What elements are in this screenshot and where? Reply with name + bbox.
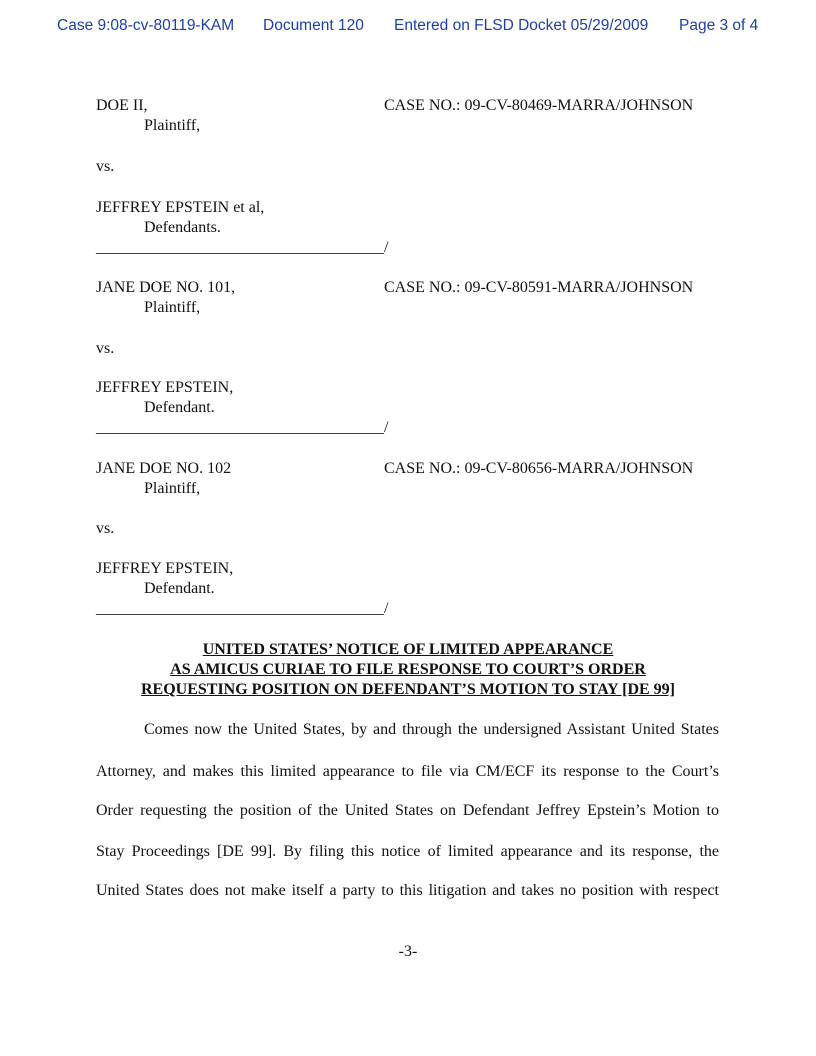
- versus: vs.: [96, 340, 115, 357]
- header-document-number: Document 120: [263, 17, 364, 34]
- defendant-name: JEFFREY EPSTEIN,: [96, 379, 234, 396]
- title-line: REQUESTING POSITION ON DEFENDANT’S MOTION TO STAY [DE 99]: [140, 681, 676, 698]
- body-line: Order requesting the position of the United States on Defendant Jeffrey Epstein’s Motion to: [96, 802, 719, 819]
- body-line: Comes now the United States, by and through the undersigned Assistant United States: [144, 721, 719, 738]
- defendant-role: Defendants.: [144, 219, 221, 236]
- plaintiff-name: DOE II,: [96, 97, 148, 114]
- caption-rule: ____________________________________/: [96, 600, 389, 617]
- header-page-indicator: Page 3 of 4: [679, 17, 759, 34]
- header-case-number: Case 9:08-cv-80119-KAM: [57, 17, 235, 34]
- body-line: United States does not make itself a party to this litigation and takes no position with respect: [96, 882, 719, 899]
- page-number: -3-: [398, 943, 418, 960]
- case-number: CASE NO.: 09-CV-80656-MARRA/JOHNSON: [384, 460, 694, 477]
- body-line: Attorney, and makes this limited appearance to file via CM/ECF its response to the Court’s: [96, 763, 719, 780]
- defendant-name: JEFFREY EPSTEIN,: [96, 560, 234, 577]
- plaintiff-role: Plaintiff,: [144, 480, 201, 497]
- plaintiff-role: Plaintiff,: [144, 117, 201, 134]
- case-number: CASE NO.: 09-CV-80591-MARRA/JOHNSON: [384, 279, 694, 296]
- docket-header: [0, 17, 816, 37]
- plaintiff-role: Plaintiff,: [144, 299, 201, 316]
- versus: vs.: [96, 158, 115, 175]
- title-line: AS AMICUS CURIAE TO FILE RESPONSE TO COURT’S ORDER: [170, 661, 646, 678]
- defendant-role: Defendant.: [144, 580, 215, 597]
- defendant-name: JEFFREY EPSTEIN et al,: [96, 199, 265, 216]
- case-number: CASE NO.: 09-CV-80469-MARRA/JOHNSON: [384, 97, 694, 114]
- caption-rule: ____________________________________/: [96, 419, 389, 436]
- plaintiff-name: JANE DOE NO. 101,: [96, 279, 236, 296]
- versus: vs.: [96, 520, 115, 537]
- body-line: Stay Proceedings [DE 99]. By filing this notice of limited appearance and its response, the: [96, 843, 719, 860]
- caption-rule: ____________________________________/: [96, 239, 389, 256]
- header-entered-date: Entered on FLSD Docket 05/29/2009: [394, 17, 649, 34]
- plaintiff-name: JANE DOE NO. 102: [96, 460, 232, 477]
- defendant-role: Defendant.: [144, 399, 215, 416]
- title-line: UNITED STATES’ NOTICE OF LIMITED APPEARANCE: [202, 641, 614, 658]
